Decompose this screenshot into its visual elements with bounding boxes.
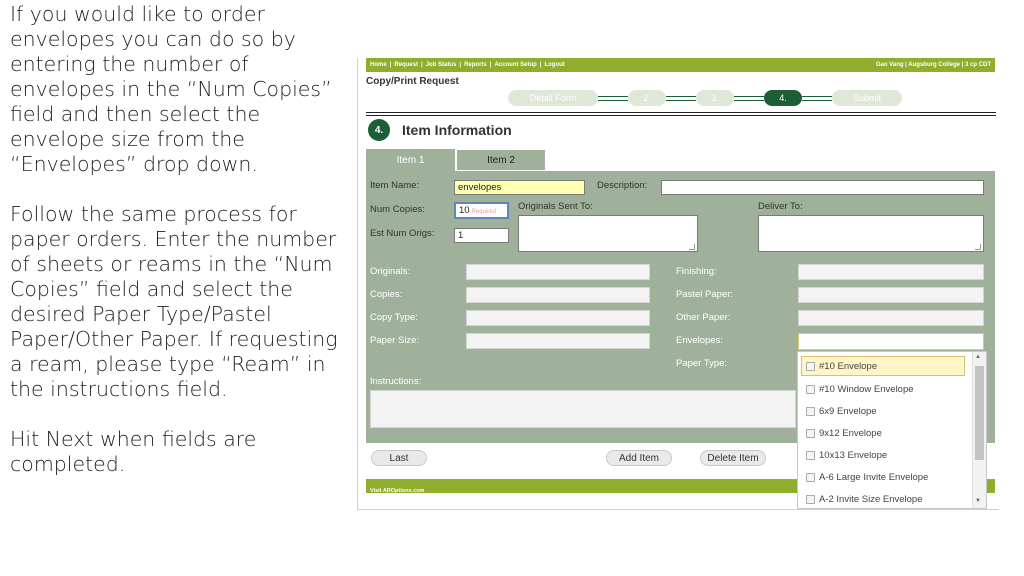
- progress-stepper: [508, 89, 902, 107]
- copies-select[interactable]: [466, 287, 650, 303]
- instruction-text: [10, 2, 355, 502]
- step-2[interactable]: 2.: [628, 90, 666, 106]
- finishing-label: Finishing:: [676, 266, 717, 277]
- nav-request-link[interactable]: Request: [394, 62, 419, 68]
- last-button[interactable]: Last: [371, 450, 427, 466]
- top-nav-bar: [366, 58, 995, 72]
- nav-separator: |: [459, 62, 462, 68]
- nav-reports-link[interactable]: Reports: [464, 62, 487, 68]
- num-copies-input[interactable]: [454, 202, 509, 219]
- dropdown-option-label: 9x12 Envelope: [819, 427, 882, 439]
- pastel-paper-label: Pastel Paper:: [676, 289, 734, 300]
- checkbox-icon: [806, 451, 815, 460]
- step-connector: [734, 96, 764, 101]
- add-item-button[interactable]: Add Item: [606, 450, 672, 466]
- item-tabs: [366, 149, 546, 171]
- nav-account-setup-link[interactable]: Account Setup: [494, 62, 537, 68]
- dropdown-option-label: A-2 Invite Size Envelope: [819, 493, 923, 505]
- step-4-active[interactable]: 4.: [764, 90, 802, 106]
- originals-label: Originals:: [370, 266, 411, 277]
- checkbox-icon: [806, 429, 815, 438]
- step-connector: [666, 96, 696, 101]
- nav-separator: |: [539, 62, 542, 68]
- step-connector: [598, 96, 628, 101]
- paper-size-select[interactable]: [466, 333, 650, 349]
- description-label: Description:: [597, 180, 648, 191]
- copy-type-select[interactable]: [466, 310, 650, 326]
- section-header: [366, 119, 512, 141]
- nav-logout-link[interactable]: Logout: [544, 62, 565, 68]
- dropdown-option[interactable]: [798, 445, 968, 465]
- nav-job-status-link[interactable]: Job Status: [425, 62, 457, 68]
- nav-separator: |: [421, 62, 423, 68]
- nav-separator: |: [389, 62, 392, 68]
- scrollbar-thumb[interactable]: [975, 366, 984, 460]
- paper-type-label: Paper Type:: [676, 358, 728, 369]
- checkbox-icon: [806, 495, 815, 504]
- dropdown-option[interactable]: [798, 489, 968, 509]
- instructions-textarea[interactable]: [370, 390, 796, 428]
- est-num-origs-input[interactable]: 1: [454, 228, 509, 243]
- other-paper-select[interactable]: [798, 310, 984, 326]
- paper-size-label: Paper Size:: [370, 335, 420, 346]
- checkbox-icon: [806, 362, 815, 371]
- checkbox-icon: [806, 407, 815, 416]
- envelopes-dropdown-list[interactable]: [797, 351, 987, 509]
- scroll-down-arrow-icon[interactable]: ▼: [975, 498, 981, 504]
- est-num-origs-label: Est Num Origs:: [370, 228, 435, 239]
- dropdown-option-label: #10 Window Envelope: [819, 383, 914, 395]
- scroll-up-arrow-icon[interactable]: ▲: [975, 354, 981, 360]
- resize-grip-icon[interactable]: [975, 244, 981, 250]
- dropdown-option-label: 10x13 Envelope: [819, 449, 888, 461]
- num-copies-label: Num Copies:: [370, 204, 425, 215]
- nav-separator: |: [489, 62, 492, 68]
- delete-item-button[interactable]: Delete Item: [700, 450, 766, 466]
- deliver-to-input[interactable]: [758, 215, 984, 252]
- step-submit[interactable]: Submit: [832, 90, 902, 106]
- num-copies-required-hint: Required: [471, 209, 496, 215]
- tab-item-1[interactable]: Item 1: [366, 149, 456, 171]
- item-name-input[interactable]: envelopes: [454, 180, 585, 195]
- instruction-paragraph-2: Follow the same process for paper orders. Enter the number of sheets or reams in the “Num Copies” field and select the desired Paper Type/Pastel Paper/Other Paper. If requesting a ream, please type “Ream” in the instructions field.: [10, 202, 338, 401]
- section-title: Item Information: [402, 122, 512, 138]
- instruction-paragraph-1: If you would like to order envelopes you can do so by entering the number of envelopes in the “Num Copies” field and then select the envelope size from the “Envelopes” drop down.: [10, 2, 332, 176]
- originals-sent-to-label: Originals Sent To:: [518, 201, 593, 212]
- step-connector: [802, 96, 832, 101]
- originals-sent-to-input[interactable]: [518, 215, 698, 252]
- step-3[interactable]: 3.: [696, 90, 734, 106]
- dropdown-option-label: #10 Envelope: [819, 360, 878, 372]
- dropdown-option[interactable]: [798, 467, 968, 487]
- checkbox-icon: [806, 473, 815, 482]
- instruction-paragraph-3: Hit Next when fields are completed.: [10, 427, 257, 476]
- dropdown-option-label: 6x9 Envelope: [819, 405, 877, 417]
- copy-type-label: Copy Type:: [370, 312, 418, 323]
- num-copies-value: 10: [459, 205, 470, 216]
- pastel-paper-select[interactable]: [798, 287, 984, 303]
- divider: [366, 112, 996, 116]
- instructions-label: Instructions:: [370, 376, 422, 387]
- dropdown-option[interactable]: [801, 356, 965, 376]
- checkbox-icon: [806, 385, 815, 394]
- dropdown-option[interactable]: [798, 379, 968, 399]
- dropdown-scrollbar[interactable]: [972, 352, 986, 509]
- section-number-badge: 4.: [368, 119, 390, 141]
- originals-select[interactable]: [466, 264, 650, 280]
- step-detail-form[interactable]: Detail Form: [508, 90, 598, 106]
- item-name-label: Item Name:: [370, 180, 420, 191]
- dropdown-option[interactable]: [798, 401, 968, 421]
- nav-home-link[interactable]: Home: [370, 62, 387, 68]
- page-title: Copy/Print Request: [366, 76, 459, 87]
- envelopes-select[interactable]: [798, 333, 984, 350]
- deliver-to-label: Deliver To:: [758, 201, 803, 212]
- user-info: Gao Vang | Augsburg College | 3 cp CDT: [875, 62, 991, 68]
- other-paper-label: Other Paper:: [676, 312, 731, 323]
- finishing-select[interactable]: [798, 264, 984, 280]
- dropdown-option-label: A-6 Large Invite Envelope: [819, 471, 929, 483]
- footer-link[interactable]: Visit AROptions.com: [370, 488, 425, 494]
- envelopes-label: Envelopes:: [676, 335, 724, 346]
- copies-label: Copies:: [370, 289, 403, 300]
- tab-item-2[interactable]: Item 2: [456, 149, 546, 171]
- resize-grip-icon[interactable]: [689, 244, 695, 250]
- description-input[interactable]: [661, 180, 984, 195]
- dropdown-option[interactable]: [798, 423, 968, 443]
